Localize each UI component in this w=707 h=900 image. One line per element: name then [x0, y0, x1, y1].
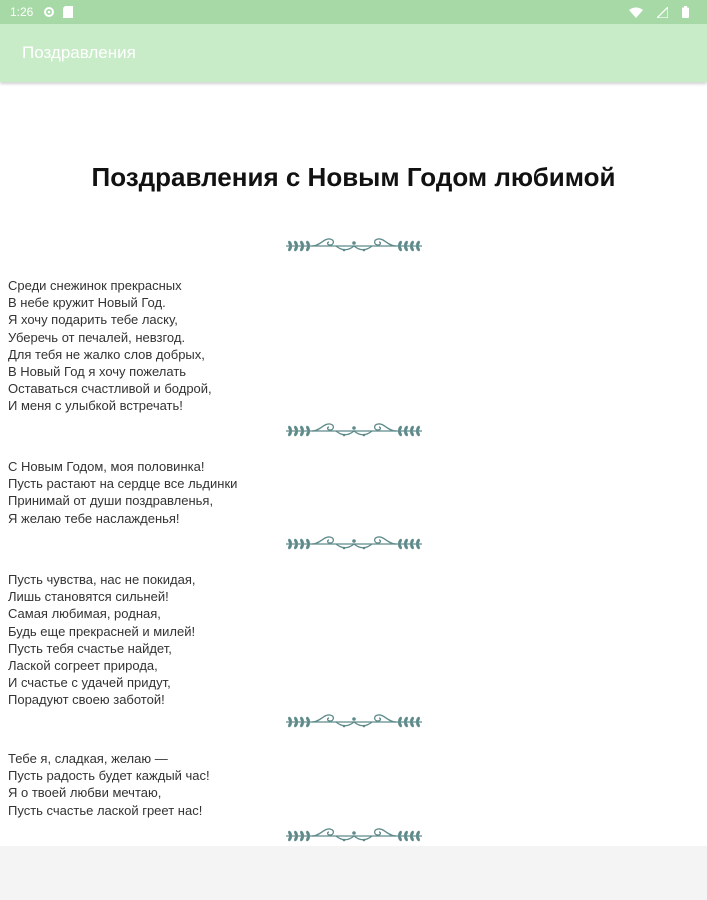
poem-line: Принимай от души поздравленья,	[8, 493, 214, 509]
settings-icon	[43, 6, 55, 18]
ornament-divider-icon	[286, 825, 422, 846]
poem-line: Порадуют своею заботой!	[8, 692, 165, 708]
ornament-divider-icon	[286, 420, 422, 442]
status-bar	[0, 0, 707, 24]
poem-line: Я желаю тебе наслажденья!	[8, 510, 180, 526]
poem-line: С Новым Годом, моя половинка!	[8, 459, 205, 474]
poem-4	[8, 750, 608, 819]
sd-card-icon	[63, 6, 73, 18]
poem-line: И счастье с удачей придут,	[8, 675, 171, 691]
poem-line: Уберечь от печалей, невзгод.	[8, 329, 186, 345]
app-bar-title: Поздравления	[22, 43, 136, 62]
poem-line: Я хочу подарить тебе ласку,	[8, 312, 178, 328]
poem-line: Лаской согреет природа,	[8, 658, 158, 674]
poem-line: Будь еще прекрасней и милей!	[8, 623, 196, 639]
poem-line: В Новый Год я хочу пожелать	[8, 364, 187, 380]
poem-line: Для тебя не жалко слов добрых,	[8, 346, 205, 362]
poem-1	[8, 277, 608, 415]
app-bar	[0, 24, 707, 82]
ornament-divider-icon	[286, 533, 422, 555]
poem-line: Пусть тебя счастье найдет,	[8, 640, 172, 656]
battery-icon	[682, 6, 689, 18]
poem-line: Самая любимая, родная,	[8, 606, 161, 622]
poem-2	[8, 458, 608, 527]
ornament-divider-icon	[286, 711, 422, 733]
signal-icon	[657, 7, 668, 18]
poem-line: Тебе я, сладкая, желаю —	[8, 751, 168, 766]
article-content[interactable]	[0, 84, 707, 846]
poem-line: Пусть чувства, нас не покидая,	[8, 572, 196, 587]
article-title: Поздравления с Новым Годом любимой	[91, 162, 616, 192]
poem-line: Пусть радость будет каждый час!	[8, 768, 210, 784]
poem-line: В небе кружит Новый Год.	[8, 295, 166, 311]
poem-line: Пусть счастье лаской греет нас!	[8, 802, 203, 818]
ornament-divider-icon	[286, 235, 422, 257]
poem-line: Среди снежинок прекрасных	[8, 278, 182, 293]
poem-line: Оставаться счастливой и бодрой,	[8, 381, 212, 397]
poem-line: Пусть растают на сердце все льдинки	[8, 476, 238, 492]
navigation-bar	[0, 846, 707, 900]
poem-line: И меня с улыбкой встречать!	[8, 398, 183, 414]
wifi-icon	[629, 7, 643, 18]
poem-line: Я о твоей любви мечтаю,	[8, 785, 162, 801]
status-time: 1:26	[10, 5, 34, 19]
poem-3	[8, 571, 608, 709]
poem-line: Лишь становятся сильней!	[8, 589, 169, 605]
